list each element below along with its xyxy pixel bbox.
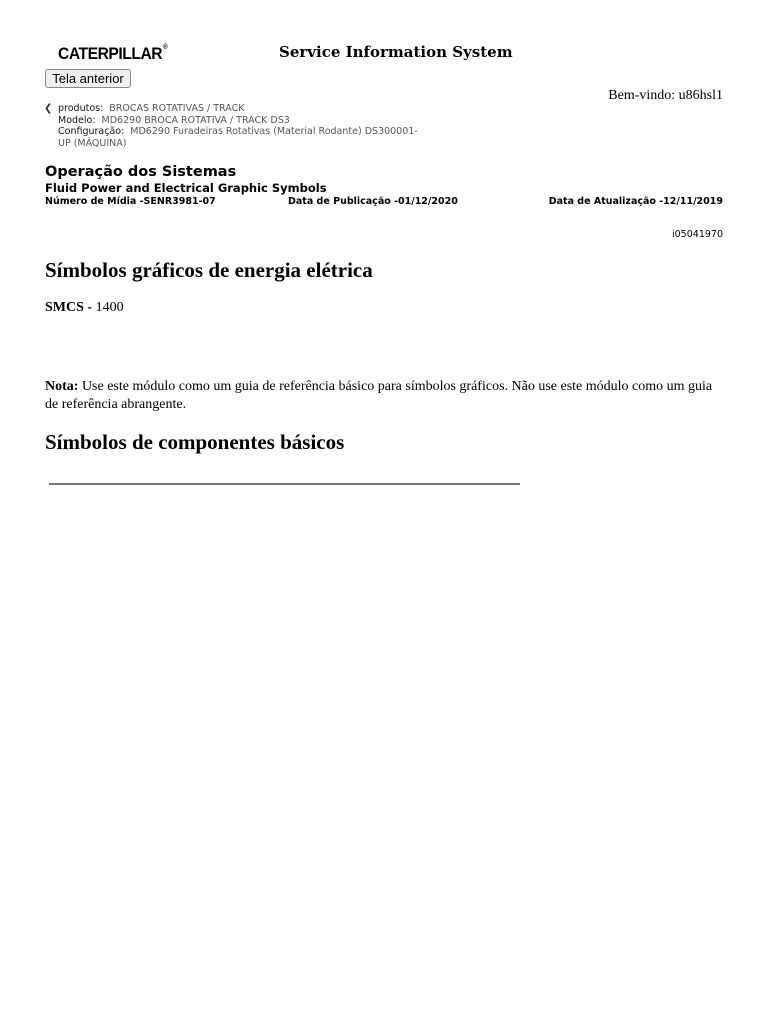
smcs-value: 1400 (95, 300, 124, 315)
app-title: Service Information System (279, 43, 513, 61)
divider (49, 483, 520, 485)
media-number: Número de Mídia -SENR3981-07 (45, 196, 216, 207)
note-text: Use este módulo como um guia de referência básico para símbolos gráficos. Não use este módulo como um guia de referência abrangente. (45, 379, 713, 412)
breadcrumb-label: Modelo: (58, 114, 96, 126)
update-date: Data de Atualização -12/11/2019 (548, 196, 723, 207)
registered-mark: ® (163, 44, 168, 51)
document-subtitle: Fluid Power and Electrical Graphic Symbols (45, 181, 327, 195)
breadcrumb-value[interactable]: MD6290 Furadeiras Rotativas (Material Rodante) DS300001- (130, 126, 418, 137)
breadcrumb-value[interactable]: BROCAS ROTATIVAS / TRACK (109, 103, 245, 114)
publication-date: Data de Publicação -01/12/2020 (288, 196, 458, 207)
breadcrumb-label: Configuração: (58, 126, 125, 137)
breadcrumb-row-products (44, 103, 444, 115)
chevron-left-icon[interactable]: ❮ (44, 103, 53, 114)
back-button[interactable]: Tela anterior (45, 69, 131, 88)
breadcrumb-label: produtos: (58, 103, 104, 114)
page-heading: Símbolos gráficos de energia elétrica (45, 258, 373, 282)
caterpillar-logo (58, 44, 167, 64)
welcome-text: Bem-vindo: u86hsl1 (608, 88, 723, 103)
breadcrumb-value[interactable]: MD6290 BROCA ROTATIVA / TRACK DS3 (101, 114, 290, 126)
breadcrumb-row-configuration-cont (44, 138, 444, 150)
section-title: Operação dos Sistemas (45, 164, 237, 180)
smcs-code (45, 300, 124, 316)
document-id: i05041970 (672, 229, 723, 240)
smcs-label: SMCS - (45, 300, 93, 315)
note-label: Nota: (45, 379, 79, 394)
breadcrumb-value[interactable]: UP (MÁQUINA) (58, 137, 127, 149)
section-heading: Símbolos de componentes básicos (45, 430, 345, 454)
logo-text: CATERPILLAR (58, 44, 163, 63)
breadcrumb (44, 103, 444, 149)
breadcrumb-row-configuration (44, 126, 444, 138)
note-paragraph (45, 378, 725, 414)
breadcrumb-row-model (44, 115, 444, 127)
